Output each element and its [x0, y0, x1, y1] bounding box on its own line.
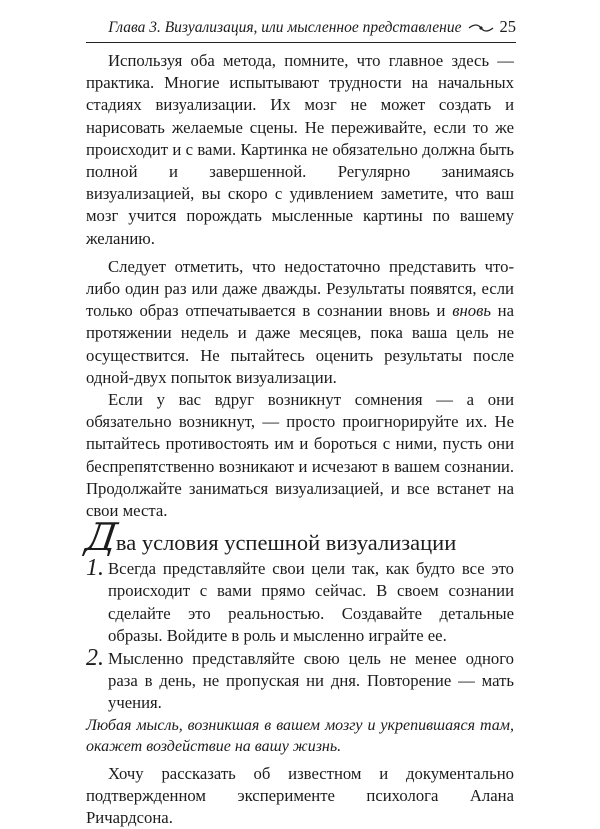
list-number: 2.	[86, 645, 104, 672]
list-number: 1.	[86, 555, 104, 582]
heading-rest: ва условия успешной визуализации	[115, 530, 457, 556]
heading-initial: Д	[82, 515, 118, 560]
main-text	[82, 50, 514, 829]
list-text: Мысленно представляйте свою цель не менее одного раза в день, не пропуская ни дня. Повторение — мать учения.	[108, 649, 514, 713]
paragraph-2: Следует отметить, что недостаточно представить что-либо один раз или даже дважды. Результаты появятся, если только образ отпечатывается в сознании вновь и вновь на протяжении недель и даже месяцев, пока ваша цель не осуществится. Не пытайтесь оценить результаты после одной-двух попыток визуализации.	[86, 256, 514, 387]
list-item	[86, 555, 514, 647]
paragraph-1: Используя оба метода, помните, что главное здесь — практика. Многие испытывают трудности на начальных стадиях визуализации. Их мозг не может создать и нарисовать желаемые сцены. Не переживайте, если то же происходит и с вами. Картинка не обязательно должна быть полной и завершенной. Регулярно занимаясь визуализацией, вы скоро с удивлением заметите, что ваш мозг учится порождать мысленные картины по вашему желанию.	[86, 51, 514, 248]
running-header	[86, 16, 516, 43]
section-heading	[82, 515, 514, 560]
list-text: Всегда представляйте свои цели так, как будто все это происходит с вами прямо сейчас. В своем сознании сделайте это реальностью. Создавайте детальные образы. Войдите в роль и мысленно играйте ее.	[108, 559, 514, 645]
paragraph-3: Если у вас вдруг возникнут сомнения — а они обязательно возникнут, — просто проигнорируйте их. Не пытайтесь противостоять им и бороться с ними, пусть они беспрепятственно возникают и исчезают в вашем сознании. Продолжайте заниматься визуализацией, и все встанет на свои места.	[86, 390, 514, 521]
ornament-icon	[468, 23, 494, 33]
final-paragraph: Хочу рассказать об известном и документально подтвержденном эксперименте психолога Алана Ричардсона.	[86, 763, 514, 828]
page-number: 25	[499, 17, 516, 36]
chapter-title: Глава 3. Визуализация, или мысленное представление	[108, 19, 462, 36]
emphasis: вновь	[452, 301, 491, 321]
italic-quote: Любая мысль, возникшая в вашем мозгу и укрепившаяся там, окажет воздействие на вашу жизнь.	[86, 716, 514, 755]
list-item	[86, 645, 514, 715]
